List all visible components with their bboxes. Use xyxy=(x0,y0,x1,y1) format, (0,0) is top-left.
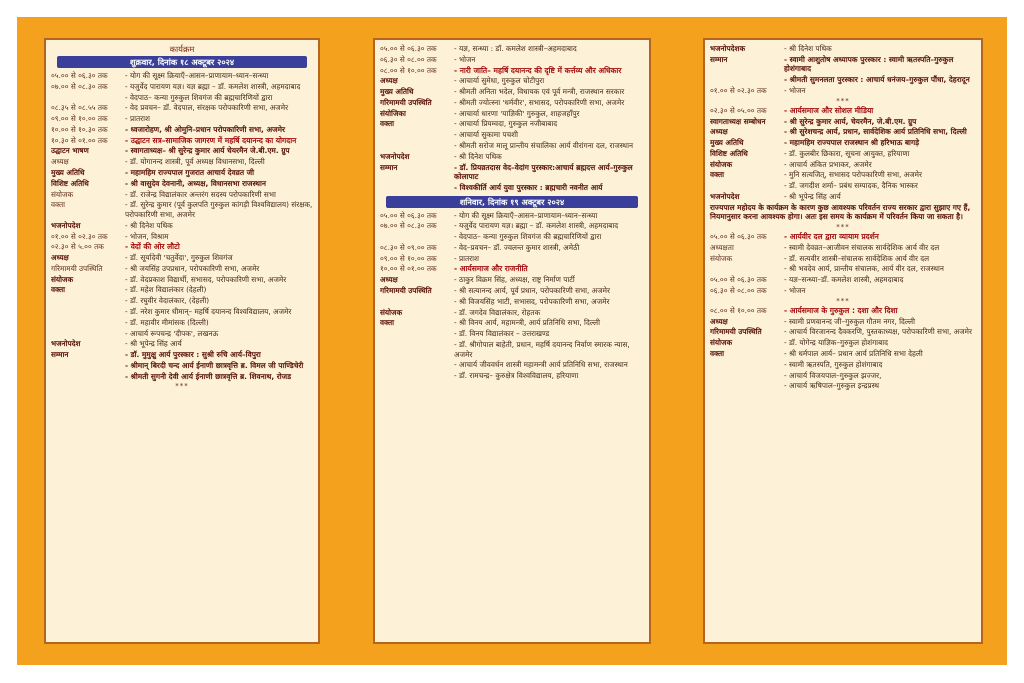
schedule-row xyxy=(51,200,313,219)
schedule-description: - श्रीमती ज्योत्स्ना 'धर्मवीर', सभासद, परोपकारिणी सभा, अजमेर xyxy=(454,97,625,107)
schedule-row xyxy=(51,136,313,146)
schedule-row xyxy=(380,360,644,370)
schedule-description: - श्री सुरेशचन्द्र आर्य, प्रधान, सार्वदेशिक आर्य प्रतिनिधि सभा, दिल्ली xyxy=(784,127,967,137)
schedule-time-or-role: अध्यक्षता xyxy=(710,242,734,252)
schedule-time-or-role: ०६.३० से ०८.०० तक xyxy=(380,54,437,64)
schedule-time-or-role: संयोजक xyxy=(51,189,74,199)
schedule-row xyxy=(51,264,313,274)
schedule-time-or-role: वक्ता xyxy=(380,119,395,129)
schedule-time-or-role: १०.०० से ०१.०० तक xyxy=(380,264,437,274)
schedule-description: - आचार्या धारणा 'याज्ञिकी' गुरुकुल, शाहजहाँपुर xyxy=(454,108,580,118)
schedule-description: - आर्यवीर दल द्वारा व्यायाम प्रदर्शन xyxy=(784,232,879,242)
schedule-row xyxy=(51,329,313,339)
schedule-row xyxy=(710,106,976,116)
schedule-time-or-role: मुख्य अतिथि xyxy=(51,168,85,178)
schedule-description: - आचार्य अंकित प्रभाकर, अजमेर xyxy=(784,159,872,169)
schedule-time-or-role: ०१.०० से ०२.३० तक xyxy=(710,85,767,95)
schedule-row xyxy=(710,286,976,296)
schedule-row xyxy=(380,183,644,193)
schedule-description: - डॉ. सत्यवीर शास्त्री–संचालक सार्वदेशिक आर्य वीर दल xyxy=(784,253,930,263)
schedule-description: - भोजन xyxy=(454,54,476,64)
schedule-time-or-role: ०७.०० से ०८.३० तक xyxy=(51,81,108,91)
schedule-description: - भोजन, विश्राम xyxy=(125,231,169,241)
schedule-row xyxy=(710,243,976,253)
schedule-list xyxy=(710,306,976,391)
schedule-description: - श्री भूपेन्द्र सिंह आर्य xyxy=(125,339,182,349)
schedule-row xyxy=(380,119,644,129)
schedule-row xyxy=(710,264,976,274)
schedule-list xyxy=(51,71,313,381)
schedule-description: - यज्ञ, सन्ध्या : डॉ. कमलेश शास्त्री–अहमदाबाद xyxy=(454,44,577,53)
schedule-description: - महामहिम राज्यपाल राजस्थान श्री हरिभाऊ बागड़े xyxy=(784,138,920,148)
schedule-row xyxy=(710,338,976,348)
schedule-description: - आर्यसमाज के गुरुकुल : दशा और दिशा xyxy=(784,305,898,315)
section-separator: *** xyxy=(836,223,850,232)
schedule-description: - स्वामी आशुतोष अध्यापक पुरस्कार : स्वामी ऋतस्पति–गुरुकुल होशंगाबाद xyxy=(784,54,954,74)
schedule-description: - श्री सत्यानन्द आर्य, पूर्व प्रधान, परोपकारिणी सभा, अजमेर xyxy=(454,286,611,296)
schedule-time-or-role: सम्मान xyxy=(380,162,398,172)
program-panel-saturday xyxy=(373,38,651,644)
schedule-description: - आचार्य विरजानन्द दैवकरणि, पुस्तकाध्यक्ष, परोपकारिणी सभा, अजमेर xyxy=(784,327,972,337)
schedule-row xyxy=(380,340,644,359)
schedule-time-or-role: ०५.०० से ०६.३० तक xyxy=(710,232,767,242)
schedule-row xyxy=(51,350,313,360)
schedule-row xyxy=(51,157,313,167)
schedule-row xyxy=(51,285,313,295)
schedule-description: - डॉ. महेश विद्यालंकार (देहली) xyxy=(125,285,207,295)
schedule-row xyxy=(380,98,644,108)
schedule-time-or-role: अध्यक्ष xyxy=(710,127,728,137)
schedule-description: - डॉ. श्रीगोपाल बाहेती, प्रधान, महर्षि दयानन्द निर्वाण स्मारक न्यास, अजमेर xyxy=(454,339,630,359)
schedule-row xyxy=(380,221,644,231)
schedule-time-or-role: गरिमामयी उपस्थिति xyxy=(380,286,432,296)
schedule-row xyxy=(380,297,644,307)
schedule-row xyxy=(51,318,313,328)
schedule-row xyxy=(380,275,644,285)
schedule-row xyxy=(380,329,644,339)
schedule-description: - आचार्य ऋषिपाल–गुरुकुल इन्द्रप्रस्थ xyxy=(784,381,880,391)
schedule-time-or-role: सम्मान xyxy=(710,54,728,64)
schedule-description: - आचार्य विजयपाल–गुरुकुल झज्जर, xyxy=(784,370,882,380)
schedule-row xyxy=(380,130,644,140)
schedule-description: - डॉ. जगदेव विद्यालंकार, रोहतक xyxy=(454,307,541,317)
schedule-list xyxy=(380,211,644,381)
schedule-description: - डॉ. रघुवीर वेदालंकार, (देहली) xyxy=(125,296,210,306)
schedule-description: - स्वामी देवव्रत–आजीवन संचालक सार्वदेशिक आर्य वीर दल xyxy=(784,242,940,252)
schedule-row xyxy=(51,168,313,178)
schedule-row xyxy=(380,308,644,318)
schedule-time-or-role: ०२.३० से ५.०० तक xyxy=(51,242,104,252)
schedule-row xyxy=(710,149,976,159)
schedule-description: - श्री भवदेव आर्य, प्रान्तीय संचालक, आर्य वीर दल, राजस्थान xyxy=(784,264,944,274)
schedule-description: - आचार्या प्रियम्वदा, गुरुकुल नजीबाबाद xyxy=(454,119,558,129)
schedule-row xyxy=(380,152,644,162)
schedule-row xyxy=(51,372,313,382)
schedule-description: - डॉ. सुरेन्द्र कुमार (पूर्व कुलपति गुरुकुल कांगड़ी विश्वविद्यालय) संरक्षक, परोपकारिणी सभा, अजमेर xyxy=(125,200,313,219)
schedule-row xyxy=(380,55,644,65)
schedule-time-or-role: वक्ता xyxy=(380,318,395,328)
schedule-time-or-role: ०९.०० से १०.०० तक xyxy=(380,253,437,263)
schedule-description: - श्रीमान् बिरदी चन्द आर्य ईनाणी छात्रवृत्ति ब्र. विमल जी पाण्डिचेरी xyxy=(125,360,304,370)
schedule-time-or-role: अध्यक्ष xyxy=(380,76,398,86)
program-panel-continued xyxy=(703,38,983,644)
schedule-time-or-role: उद्घाटन भाषण xyxy=(51,146,89,156)
schedule-description: - श्रीमती अनिता भदेल, विधायक एवं पूर्व मन्त्री, राजस्थान सरकार xyxy=(454,87,625,97)
schedule-description: - डॉ. राजेन्द्र विद्यालंकार अन्तरंग सदस्य परोपकारिणी सभा xyxy=(125,189,276,199)
schedule-time-or-role: सम्मान xyxy=(51,350,69,360)
schedule-time-or-role: मुख्य अतिथि xyxy=(380,87,414,97)
schedule-time-or-role: ०७.०० से ०८.३० तक xyxy=(380,221,437,231)
schedule-time-or-role: १०.०० से १०.३० तक xyxy=(51,124,108,134)
schedule-description: - आर्यसमाज और सोशल मीडिया xyxy=(784,105,874,115)
schedule-description: - डॉ. जगदीश शर्मा– प्रबंध सम्पादक, दैनिक भास्कर xyxy=(784,181,918,191)
schedule-row xyxy=(51,82,313,92)
schedule-row xyxy=(710,254,976,264)
program-heading: कार्यक्रम xyxy=(169,44,195,54)
schedule-row xyxy=(380,264,644,274)
schedule-time-or-role: मुख्य अतिथि xyxy=(710,138,744,148)
schedule-row xyxy=(51,232,313,242)
schedule-row xyxy=(51,125,313,135)
schedule-description: - श्रीमती सुगनी देवी आर्य ईनाणी छात्रवृत्ति ब्र. शिवनाथ, रोजड xyxy=(125,371,292,381)
schedule-row xyxy=(710,160,976,170)
schedule-description: - प्रातराश xyxy=(125,114,150,124)
schedule-row xyxy=(710,117,976,127)
schedule-description: - भोजन xyxy=(784,85,806,95)
schedule-row xyxy=(380,232,644,242)
schedule-description: - श्री भूपेन्द्र सिंह आर्य xyxy=(784,191,841,201)
schedule-time-or-role: भजनोपदेशक xyxy=(710,44,746,53)
schedule-time-or-role: ०६.३० से ०८.०० तक xyxy=(710,286,767,296)
schedule-time-or-role: ०८.०० से १०.०० तक xyxy=(380,65,437,75)
schedule-row xyxy=(710,86,976,96)
schedule-time-or-role: गरिमामयी उपस्थिति xyxy=(380,97,432,107)
schedule-description: - प्रातराश xyxy=(454,253,479,263)
schedule-row xyxy=(380,318,644,328)
schedule-time-or-role: अध्यक्ष xyxy=(51,253,69,263)
schedule-description: - डॉ. विनय विद्यालंकार – उत्तराखण्ड xyxy=(454,329,550,339)
schedule-description: - श्री दिनेश पथिक xyxy=(454,151,502,161)
schedule-time-or-role: अध्यक्ष xyxy=(380,275,398,285)
schedule-description: - श्री दिनेश पथिक xyxy=(784,44,832,53)
schedule-row xyxy=(380,163,644,182)
schedule-row xyxy=(710,75,976,85)
schedule-row xyxy=(380,141,644,151)
schedule-time-or-role: ०८.३० से ०९.०० तक xyxy=(380,242,437,252)
schedule-row xyxy=(380,254,644,264)
schedule-list xyxy=(380,44,644,193)
schedule-row xyxy=(380,44,644,54)
schedule-description: - आचार्या सुकामा पचशी xyxy=(454,130,519,140)
schedule-row xyxy=(380,286,644,296)
schedule-time-or-role: ०८.०० से १०.०० तक xyxy=(710,305,767,315)
schedule-row xyxy=(380,371,644,381)
schedule-description: - डॉ. योगानन्द शास्त्री, पूर्व अध्यक्ष विधानसभा, दिल्ली xyxy=(125,157,265,167)
schedule-row xyxy=(710,317,976,327)
schedule-time-or-role: ०५.०० से ०६.३० तक xyxy=(710,275,767,285)
schedule-time-or-role: भजनोपदेश xyxy=(380,151,410,161)
schedule-row xyxy=(710,170,976,180)
schedule-description: - डॉ. रामचन्द्र– कुरुक्षेत्र विश्वविद्यालय, हरियाणा xyxy=(454,371,579,381)
section-separator: *** xyxy=(175,382,189,391)
schedule-row xyxy=(51,190,313,200)
schedule-description: - डॉ. प्रियव्रतदास वेद–वेदांग पुरस्कार:आचार्य ब्रह्मदत्त आर्य–गुरुकुल कोलापाट xyxy=(454,162,633,182)
schedule-description: - डॉ. योगेन्द्र याज्ञिक–गुरुकुल होशंगाबाद xyxy=(784,338,889,348)
day-banner-saturday: शनिवार, दिनांक १९ अक्टूबर २०२४ xyxy=(386,196,638,208)
schedule-description: - स्वामी प्रणवानन्द जी–गुरुकुल गौतम नगर, दिल्ली xyxy=(784,316,915,326)
schedule-row xyxy=(710,371,976,381)
schedule-description: - वेदों की ओर लौटो xyxy=(125,242,180,252)
schedule-row xyxy=(710,55,976,74)
schedule-change-notice: राज्यपाल महोदय के कार्यक्रम के कारण कुछ आवश्यक परिवर्तन राज्य सरकार द्वारा सुझाए गए हैं, नियमानुसार करना आवश्यक होगा। अतः इस समय के कार्यक्रम में परिवर्तन किया जा सकता है। xyxy=(710,202,971,222)
schedule-description: - उद्घाटन सत्र–सामाजिक जागरण में महर्षि दयानन्द का योगदान xyxy=(125,135,297,145)
schedule-description: - श्रीमती सुमनलता पुरस्कार : आचार्य धनंजय–गुरुकुल पौंधा, देहरादून xyxy=(784,75,970,85)
schedule-description: - ठाकुर विक्रम सिंह, अध्यक्ष, राष्ट्र निर्माण पार्टी xyxy=(454,275,575,285)
schedule-description: - श्री सुरेन्द्र कुमार आर्य, चेयरमैन, जे.बी.एम. ग्रुप xyxy=(784,116,917,126)
schedule-description: - महामहिम राज्यपाल गुजरात आचार्य देवव्रत जी xyxy=(125,168,255,178)
schedule-row xyxy=(710,181,976,191)
program-panel-friday xyxy=(44,38,320,644)
schedule-row xyxy=(51,253,313,263)
schedule-time-or-role: भजनोपदेश xyxy=(51,220,81,230)
schedule-time-or-role: वक्ता xyxy=(51,200,66,210)
schedule-time-or-role: भजनोपदेश xyxy=(710,191,740,201)
schedule-row xyxy=(380,211,644,221)
schedule-description: - आचार्य जीववर्धन शास्त्री महामन्त्री आर्य प्रतिनिधि सभा, राजस्थान xyxy=(454,360,628,370)
schedule-time-or-role: भजनोपदेश xyxy=(51,339,81,349)
schedule-description: - स्वागताध्यक्ष– श्री सुरेन्द्र कुमार आर्य चेयरमैन जे.बी.एम. ग्रुप xyxy=(125,146,290,156)
schedule-row xyxy=(51,242,313,252)
schedule-description: - वेदपाठ– कन्या गुरुकुल शिवगंज की ब्रह्मचारिणियों द्वारा xyxy=(454,232,602,242)
schedule-row xyxy=(51,114,313,124)
schedule-row xyxy=(710,327,976,337)
schedule-time-or-role: संयोजक xyxy=(710,253,733,263)
day-banner-friday: शुक्रवार, दिनांक १८ अक्टूबर २०२४ xyxy=(57,56,307,68)
schedule-time-or-role: वक्ता xyxy=(710,348,725,358)
schedule-row xyxy=(51,221,313,231)
schedule-description: - नारी जाति– महर्षि दयानन्द की दृष्टि में कर्त्तव्य और अधिकार xyxy=(454,65,622,75)
schedule-description: - विश्वकीर्ति आर्य युवा पुरस्कार : ब्रह्मचारी नवनीत आर्य xyxy=(454,182,603,192)
schedule-row xyxy=(51,93,313,103)
schedule-time-or-role: १०.३० से ०१.०० तक xyxy=(51,135,108,145)
schedule-time-or-role: ०९.०० से १०.०० तक xyxy=(51,114,108,124)
schedule-description: - योग की सूक्ष्म क्रियाएँ–आसन–प्राणायाम–ध्यान–सन्ध्या xyxy=(125,71,269,80)
schedule-time-or-role: संयोजक xyxy=(710,159,733,169)
schedule-time-or-role: ०२.३० से ०५.०० तक xyxy=(710,105,767,115)
schedule-list xyxy=(710,232,976,296)
schedule-description: - श्री धर्मपाल आर्य– प्रधान आर्य प्रतिनिधि सभा देहली xyxy=(784,348,923,358)
schedule-time-or-role: ०१.०० से ०२.३० तक xyxy=(51,231,108,241)
schedule-row xyxy=(710,349,976,359)
schedule-time-or-role: ०५.०० से ०६.३० तक xyxy=(380,44,437,53)
schedule-row xyxy=(51,296,313,306)
schedule-time-or-role: वक्ता xyxy=(710,170,725,180)
schedule-description: - ध्वजारोहण, श्री ओमुनि–प्रधान परोपकारिणी सभा, अजमेर xyxy=(125,124,286,134)
schedule-description: - श्री जयसिंह उपप्रधान, परोपकारिणी सभा, अजमेर xyxy=(125,263,260,273)
schedule-time-or-role: अध्यक्ष xyxy=(710,316,728,326)
schedule-time-or-role: गरिमामयी उपस्थिति xyxy=(710,327,762,337)
schedule-description: - डॉ. नरेश कुमार धीमान्– महर्षि दयानन्द विश्वविद्यालय, अजमेर xyxy=(125,307,292,316)
schedule-row xyxy=(380,109,644,119)
schedule-description: - डॉ. वेदप्रकाश विद्यार्थी, सभासद, परोपकारिणी सभा, अजमेर xyxy=(125,274,287,284)
schedule-row xyxy=(51,146,313,156)
schedule-time-or-role: अध्यक्ष xyxy=(51,157,69,167)
schedule-description: - यज्ञ–सन्ध्या–डॉ. कमलेश शास्त्री, अहमदाबाद xyxy=(784,275,904,285)
schedule-description: - डॉ. महावीर मीमांसक (दिल्ली) xyxy=(125,317,209,327)
schedule-description: - मुनि सत्यजित्, सभासद परोपकारिणी सभा, अजमेर xyxy=(784,170,922,180)
notice-row xyxy=(710,203,976,222)
schedule-row xyxy=(380,87,644,97)
schedule-description: - वेद प्रवचन– डॉ. वेदपाल, संरक्षक परोपकारिणी सभा, अजमेर xyxy=(125,103,289,113)
schedule-time-or-role: ०५.०० से ०६.३० तक xyxy=(380,210,437,220)
schedule-description: - भोजन xyxy=(784,286,806,296)
schedule-row xyxy=(710,127,976,137)
schedule-row xyxy=(710,360,976,370)
schedule-description: - यजुर्वेद पारायण यज्ञ। यज्ञ ब्रह्मा – डॉ. कमलेश शास्त्री, अहमदाबाद xyxy=(125,81,301,91)
section-separator: *** xyxy=(836,96,850,105)
schedule-row xyxy=(51,71,313,81)
schedule-row xyxy=(380,66,644,76)
schedule-description: - डॉ. सूर्यादेवी 'चतुर्वेदा', गुरुकुल शिवगंज xyxy=(125,253,233,263)
schedule-row xyxy=(51,179,313,189)
schedule-row xyxy=(380,76,644,86)
schedule-row xyxy=(51,307,313,317)
schedule-time-or-role: संयोजिका xyxy=(380,108,406,118)
schedule-time-or-role: संयोजक xyxy=(380,307,403,317)
schedule-row xyxy=(710,381,976,391)
schedule-description: - डॉ. कुलबीर छिकारा, सूचना आयुक्त, हरियाणा xyxy=(784,148,910,158)
schedule-time-or-role: संयोजक xyxy=(51,274,74,284)
schedule-description: - आचार्या सुमेधा, गुरुकुल चोटीपुरा xyxy=(454,76,545,86)
schedule-row xyxy=(710,275,976,285)
schedule-description: - डॉ. मुमुक्षु आर्य पुरस्कार : सुश्री रुचि आर्य–विपुरा xyxy=(125,350,261,360)
schedule-description: - श्री विजयसिंह भाटी, सभासद, परोपकारिणी सभा, अजमेर xyxy=(454,296,610,306)
schedule-row xyxy=(710,138,976,148)
schedule-description: - यजुर्वेद पारायण यज्ञ। ब्रह्मा – डॉ. कमलेश शास्त्री, अहमदाबाद xyxy=(454,221,619,231)
schedule-time-or-role: ०८.३५ से ०८.५५ तक xyxy=(51,103,108,113)
schedule-row xyxy=(710,306,976,316)
schedule-description: - आर्यसमाज और राजनीति xyxy=(454,264,528,274)
schedule-description: - स्वामी ऋतस्पति, गुरुकुल होशंगाबाद xyxy=(784,359,883,369)
schedule-row xyxy=(51,275,313,285)
schedule-description: - आचार्य रूपचन्द्र 'दीपक', लखनऊ xyxy=(125,328,219,338)
schedule-description: - योग की सूक्ष्म क्रियाएँ–आसन–प्राणायाम–ध्यान–सन्ध्या xyxy=(454,210,598,220)
schedule-description: - वेदपाठ– कन्या गुरुकुल शिवगंज की ब्रह्मचारिणियों द्वारा xyxy=(125,92,273,102)
schedule-row xyxy=(51,361,313,371)
schedule-row xyxy=(51,103,313,113)
schedule-time-or-role: गरिमामयी उपस्थिति xyxy=(51,263,103,273)
schedule-description: - श्री विनय आर्य, महामन्त्री, आर्य प्रतिनिधि सभा, दिल्ली xyxy=(454,318,600,328)
schedule-row xyxy=(710,192,976,202)
schedule-row xyxy=(710,44,976,54)
section-separator: *** xyxy=(836,296,850,305)
schedule-description: - श्रीमती सरोज मालू प्रान्तीय संचालिका आर्य वीरांगना दल, राजस्थान xyxy=(454,141,634,151)
schedule-time-or-role: वक्ता xyxy=(51,285,66,295)
schedule-row xyxy=(51,339,313,349)
schedule-description: - श्री वासुदेव देवनानी, अध्यक्ष, विधानसभा राजस्थान xyxy=(125,178,266,188)
schedule-time-or-role: संयोजक xyxy=(710,338,733,348)
schedule-time-or-role: विशिष्ट अतिथि xyxy=(51,178,89,188)
schedule-time-or-role: ०५.०० से ०६.३० तक xyxy=(51,71,108,80)
schedule-description: - श्री दिनेश पथिक xyxy=(125,220,173,230)
schedule-list xyxy=(710,106,976,202)
schedule-list xyxy=(710,44,976,96)
schedule-row xyxy=(710,232,976,242)
schedule-row xyxy=(380,243,644,253)
schedule-time-or-role: स्वागताध्यक्ष सम्बोधन xyxy=(710,116,766,126)
schedule-description: - वेद–प्रवचन– डॉ. ज्वलन्त कुमार शास्त्री, अमेठी xyxy=(454,242,580,252)
schedule-time-or-role: विशिष्ट अतिथि xyxy=(710,148,748,158)
